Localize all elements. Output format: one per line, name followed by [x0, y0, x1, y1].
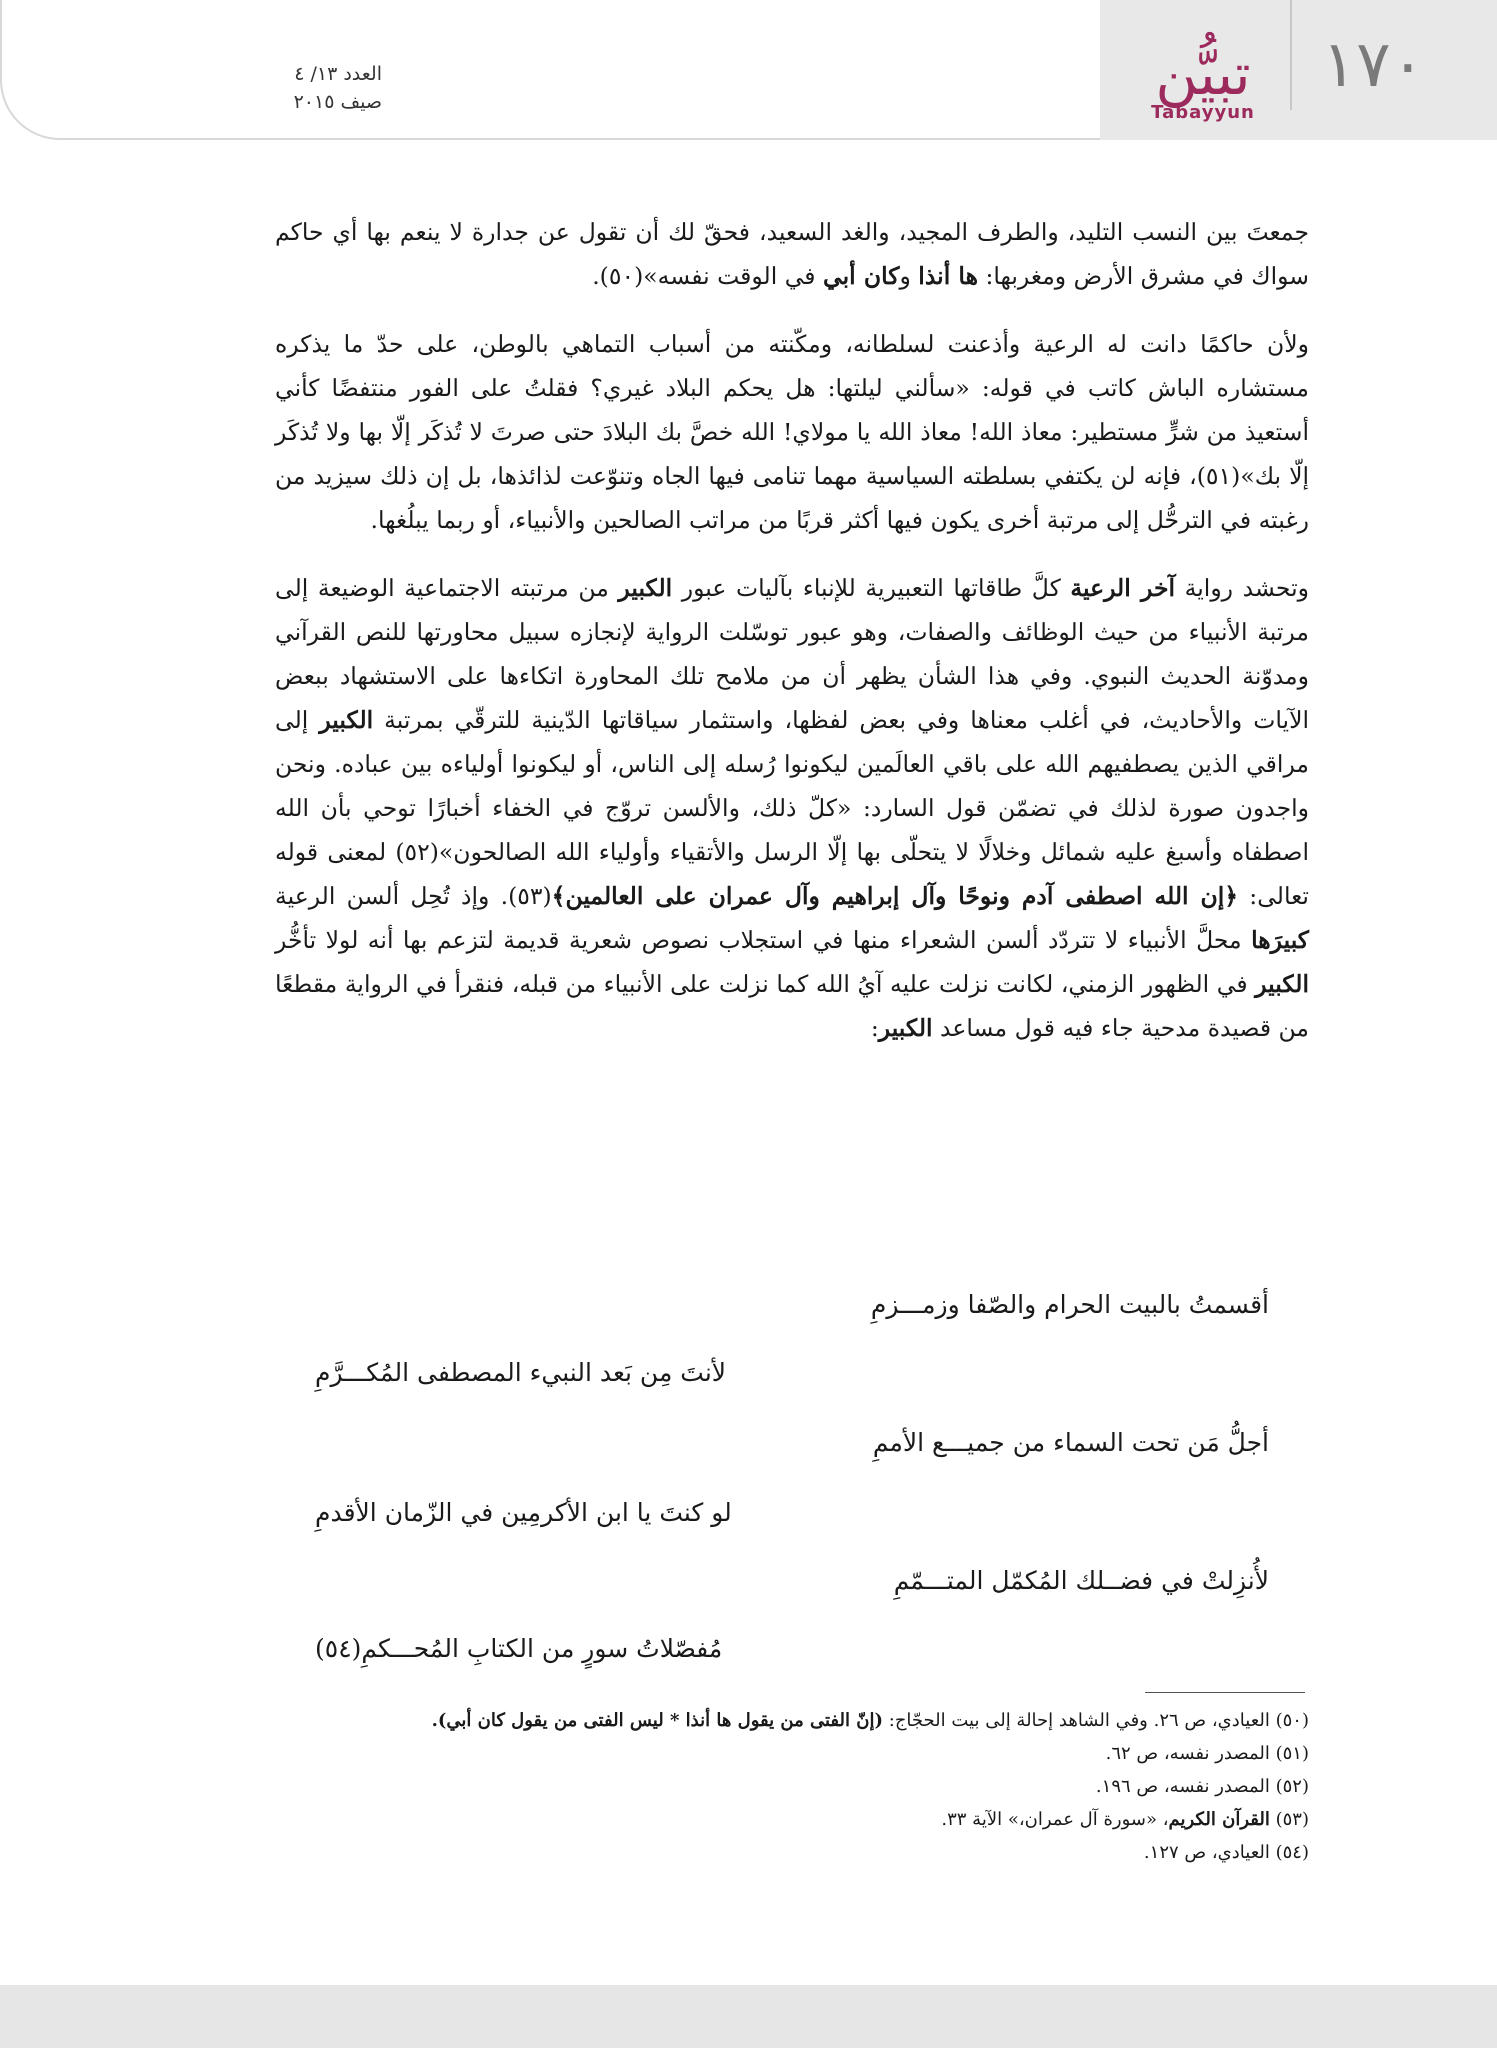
- paragraph-3: [275, 566, 1309, 1050]
- paragraph-bold-text: ﴿إن الله اصطفى آدم ونوحًا وآل إبراهيم وآل عمران على العالمين﴾: [551, 882, 1239, 910]
- poem-line: مُفصّلاتُ سورٍ من الكتابِ المُحـــكمِ(٥٤): [315, 1634, 723, 1663]
- paragraph-text: في الوقت نفسه»(٥٠).: [592, 262, 824, 290]
- page-footer-band: [0, 1985, 1497, 2048]
- paragraph-1: [275, 210, 1309, 298]
- footnote-53: [275, 1803, 1309, 1836]
- page-header: [0, 0, 1497, 140]
- paragraph-bold-text: الكبير: [1255, 970, 1309, 998]
- page-number: ١٧٠: [1321, 28, 1425, 102]
- footnote-bold-text: (إنّ الفتى من يقول ها أنذا * ليس الفتى من يقول كان أبي).: [431, 1710, 884, 1731]
- issue-season: صيف ٢٠١٥: [293, 91, 382, 113]
- paragraph-text: ولأن حاكمًا دانت له الرعية وأذعنت لسلطانه، ومكّنته من أسباب التماهي بالوطن، على حدّ ما يذكره مستشاره الباش كاتب في قوله: «سألني ليلتها: هل يحكم البلاد غيري؟ فقلتُ على الفور منتفضًا كأني أستعيذ من شرٍّ مستطير: معاذ الله! معاذ الله يا مولاي! الله خصَّ بك البلادَ حتى صرتَ لا تُذكَر إلّا بها ولا تُذكَر إلّا بك»(٥١)، فإنه لن يكتفي بسلطته السياسية مهما تنامى فيها الجاه وتنوّعت لذائذها، بل إن ذلك سيزيد من رغبته في الترحُّل إلى مرتبة أخرى يكون فيها أكثر قربًا من مراتب الصالحين والأنبياء، أو ربما يبلُغها.: [275, 330, 1309, 534]
- paragraph-bold-text: الكبير: [878, 1014, 933, 1042]
- journal-logo-arabic: تبيُّن: [1155, 40, 1251, 108]
- paragraph-text: إلى مراقي الذين يصطفيهم الله على باقي العالَمين ليكونوا رُسله إلى الناس، أو ليكونوا أولياءه بين عباده. ونحن واجدون صورة لذلك في تضمّن قول السارد: «كلّ ذلك، والألسن تروّج في الخفاء أخبارًا توحي بأن الله اصطفاه وأسبغ عليه شمائل وخلالًا لا يتحلّى بها إلّا الرسل والأتقياء وأولياء الله الصالحون»(٥٢) لمعنى قوله تعالى:: [275, 706, 1309, 910]
- footnote-text: (٥٣): [1269, 1809, 1309, 1830]
- article-body: [275, 210, 1309, 1074]
- footnote-text: (٥٠) العيادي، ص ٢٦. وفي الشاهد إحالة إلى بيت الحجّاج:: [883, 1710, 1309, 1731]
- paragraph-bold-text: الكبير: [319, 706, 374, 734]
- paragraph-bold-text: ها أنذا: [918, 262, 978, 290]
- footnote-text: (٥٤) العيادي، ص ١٢٧.: [1143, 1842, 1309, 1863]
- header-frame: [0, 0, 1100, 140]
- journal-logo-latin: Tabayyun: [1151, 102, 1255, 123]
- poem-line: أجلُّ مَن تحت السماء من جميـــع الأممِ: [872, 1428, 1269, 1457]
- brand-divider: [1290, 0, 1292, 110]
- paragraph-2: [275, 322, 1309, 542]
- paragraph-text: محلَّ الأنبياء لا تتردّد ألسن الشعراء منها في استجلاب نصوص شعرية قديمة لتزعم بها أنه لولا تأخُّر: [275, 926, 1252, 954]
- footnote-text: (٥٢) المصدر نفسه، ص ١٩٦.: [1095, 1776, 1309, 1797]
- footnote-51: [275, 1737, 1309, 1770]
- paragraph-bold-text: آخر الرعية: [1070, 574, 1176, 602]
- footnote-bold-text: القرآن الكريم: [1168, 1809, 1270, 1830]
- poem-line: لو كنتَ يا ابن الأكرمِين في الزّمان الأقدمِ: [315, 1498, 732, 1527]
- issue-info: [262, 60, 382, 116]
- paragraph-text: وتحشد رواية: [1175, 574, 1309, 602]
- footnotes: [275, 1704, 1309, 1869]
- paragraph-text: :: [870, 1014, 879, 1042]
- paragraph-text: جمعتَ بين النسب التليد، والطرف المجيد، والغد السعيد، فحقّ لك أن تقول عن جدارة لا ينعم بها أي حاكم سواك في مشرق الأرض ومغربها:: [275, 218, 1309, 290]
- footnote-text: ، «سورة آل عمران،» الآية ٣٣.: [941, 1809, 1169, 1830]
- footnote-50: [275, 1704, 1309, 1737]
- paragraph-text: كلَّ طاقاتها التعبيرية للإنباء بآليات عبور: [672, 574, 1071, 602]
- footnote-52: [275, 1770, 1309, 1803]
- paragraph-text: (٥٣). وإذ تُحِل ألسن الرعية: [275, 882, 552, 910]
- poem-line: لأنتَ مِن بَعد النبيء المصطفى المُكـــرَّمِ: [315, 1358, 727, 1387]
- paragraph-text: و: [899, 262, 919, 290]
- footnote-separator: [1145, 1692, 1305, 1693]
- paragraph-bold-text: كبيرَها: [1251, 926, 1309, 954]
- footnote-text: (٥١) المصدر نفسه، ص ٦٢.: [1105, 1743, 1309, 1764]
- poem-line: أقسمتُ بالبيت الحرام والصّفا وزمـــزمِ: [870, 1290, 1269, 1319]
- paragraph-text: من مرتبته الاجتماعية الوضيعة إلى مرتبة الأنبياء من حيث الوظائف والصفات، وهو عبور توسّلت الرواية لإنجازه سبيل محاورتها للنص القرآني ومدوّنة الحديث النبوي. وفي هذا الشأن يظهر أن من ملامح تلك المحاورة اتكاءها على الاستشهاد ببعض الآيات والأحاديث، في أغلب معناها وفي بعض لفظها، واستثمار سياقاتها الدّينية للترقّي بمرتبة: [275, 574, 1309, 734]
- footnote-54: [275, 1836, 1309, 1869]
- paragraph-bold-text: الكبير: [618, 574, 673, 602]
- issue-number: العدد ١٣/ ٤: [294, 63, 382, 85]
- paragraph-bold-text: كان أبي: [823, 262, 900, 290]
- poem-line: لأُنزِلتْ في فضــلك المُكمّل المتـــمّمِ: [893, 1566, 1269, 1595]
- paragraph-text: في الظهور الزمني، لكانت نزلت عليه آيُ الله كما نزلت على الأنبياء من قبله، فنقرأ في الرواية مقطعًا من قصيدة مدحية جاء فيه قول مساعد: [275, 970, 1309, 1042]
